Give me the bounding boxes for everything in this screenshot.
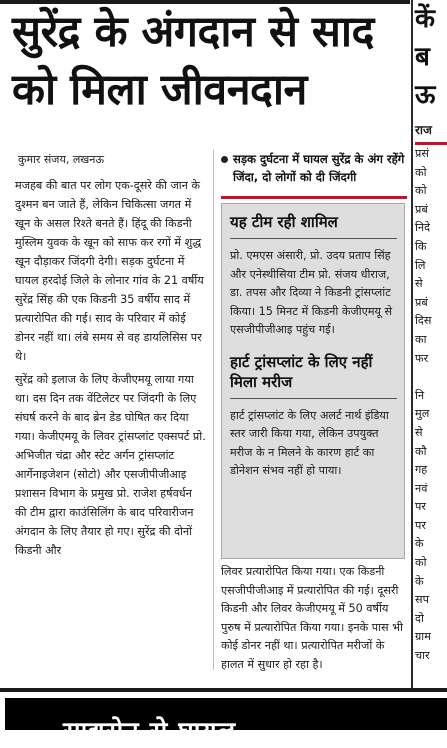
adjacent-body-line: नवं [415, 481, 428, 495]
box-heading-team: यह टीम रही शामिल [230, 213, 338, 231]
left-paragraph-2: सुरेंद्र को इलाज के लिए केजीएमयू लाया गया था। दस दिन तक वेंटिलेटर पर जिंदगी के लिए संघर्ष करने के बाद ब्रेन डेड घोषित कर दिया गया। केजीएमयू के लिवर ट्रांसप्लांट एक्सपर्ट प्रो. अभिजीत चंद्रा और स्टेट अर्गन ट्रांसप्लांट आर्गेनाइजेशन (सोटो) और एसजीपीजीआइ प्रशासन विभाग के प्रमुख प्रो. राजेश हर्षवर्धन की टीम द्वारा काउंसिलिंग के बाद परिवारीजन अंगदान के लिए तैयार हो गए। सुरेंद्र की दोनों किडनी और [15, 373, 206, 557]
headline-line-1: सुरेंद्र के अंगदान से साद [12, 7, 374, 57]
adjacent-body-line: से [415, 425, 423, 439]
adjacent-headline-line: कें [415, 4, 435, 34]
adjacent-body-line: निदे [415, 221, 431, 235]
headline [12, 4, 408, 120]
adjacent-body-line: से [415, 277, 423, 291]
bottom-rule [0, 688, 447, 692]
adjacent-body-line: का [415, 332, 427, 346]
adjacent-body-line: चार [415, 649, 430, 663]
adjacent-body-line: के [415, 574, 424, 588]
box-rule [230, 398, 397, 399]
left-paragraph-1: मजहब की बात पर लोग एक-दूसरे की जान के दुश्मन बन जाते हैं, लेकिन चिकित्सा जगत में खून के असल रिश्ते बनते हैं। हिंदू की किडनी मुस्लिम युवक के खून को साफ कर रगों में शुद्ध खून दौड़ाकर जिंदगी देगी। सड़क दुर्घटना में घायल हरदोई जिले के लोनार गांव के 21 वर्षीय सुरेंद्र सिंह की एक किडनी 35 वर्षीय साद में प्रत्यारोपित की गई। साद के परिवार में कोई डोनर नहीं था। लंबे समय से वह डायलिसिस पर थे। [15, 179, 204, 363]
adjacent-body-line: कौ [415, 444, 427, 458]
left-column [15, 176, 206, 564]
adjacent-body-line: मुल [415, 407, 430, 421]
adjacent-byline: राज [415, 123, 432, 137]
middle-paragraph: लिवर प्रत्यारोपित किया गया। एक किडनी एसजीपीजीआइ में प्रत्यारोपित की गई। दूसरी किडनी और लिवर केजीएमयू में 50 वर्षीय पुरुष में प्रत्यारोपित किया गया। इनके पास भी कोई डोनर नहीं था। प्रत्यारोपित मरीजों के हालत में सुधार हो रहा है। [221, 565, 403, 671]
adjacent-body [415, 145, 447, 666]
middle-column-bottom [221, 563, 407, 675]
adjacent-body-line: कि [415, 239, 427, 253]
box-heading-heart: हार्ट ट्रांसप्लांट के लिए नहीं मिला मरीज [230, 352, 373, 391]
bottom-headline-bar [5, 698, 447, 747]
story-separator [411, 0, 413, 690]
adjacent-body-line: सप [415, 593, 429, 607]
adjacent-body-line: प्रसं [415, 147, 429, 160]
bottom-headline-text: साद्यसेन से घायल [63, 717, 237, 747]
bullet-icon [221, 156, 228, 163]
byline: कुमार संजय, लखनऊ [18, 153, 105, 166]
adjacent-body-line: को [415, 184, 427, 198]
column-divider [213, 150, 214, 670]
adjacent-body-line: पर [415, 518, 426, 532]
adjacent-body-line: प्रबं [415, 295, 428, 309]
bottom-banner [0, 688, 447, 747]
adjacent-body-line: को [415, 165, 427, 179]
adjacent-body-line: पर [415, 500, 426, 514]
box-paragraph-team: प्रो. एमएस अंसारी, प्रो. उदय प्रताप सिंह और एनेस्थीसिया टीम प्रो. संजय धीराज, डा. तपस और दिव्या ने किडनी ट्रांसप्लांट किया। 15 मिनट में किडनी केजीएमयू से एसजीपीजीआइ पहुंच गई। [230, 249, 393, 336]
adjacent-body-line: को [415, 556, 427, 570]
adjacent-body-line: के [415, 537, 424, 551]
box-rule [230, 238, 397, 239]
adjacent-body-line: ग्राम [415, 630, 431, 644]
adjacent-body-line: दिस [415, 314, 432, 328]
adjacent-body-line: फर [415, 351, 429, 365]
pull-quote-rule [221, 196, 407, 199]
info-box [221, 203, 405, 559]
pull-quote-text: सड़क दुर्घटना में घायल सुरेंद्र के अंग रहेंगे जिंदा, दो लोगों को दी जिंदगी [233, 152, 405, 184]
adjacent-headline-line: ब [415, 42, 430, 72]
adjacent-headline [415, 0, 447, 114]
adjacent-body-line: लि [415, 258, 426, 272]
adjacent-body-line: प्रबं [415, 202, 428, 216]
adjacent-headline-line: ऊ [415, 80, 436, 110]
adjacent-body-line [415, 368, 447, 387]
adjacent-story [415, 0, 447, 690]
adjacent-body-line: नि [415, 388, 425, 402]
headline-line-2: को मिला जीवनदान [12, 65, 307, 115]
adjacent-body-line: दो [415, 611, 424, 625]
box-paragraph-heart: हार्ट ट्रांसप्लांट के लिए अलर्ट नार्थ इंडिया स्तर जारी किया गया, लेकिन उपयुक्त मरीज के न मिलने के कारण हार्ट का डोनेशन संभव नहीं हो पाया। [230, 408, 389, 477]
pull-quote [221, 150, 407, 186]
adjacent-body-line: गह [415, 463, 428, 477]
